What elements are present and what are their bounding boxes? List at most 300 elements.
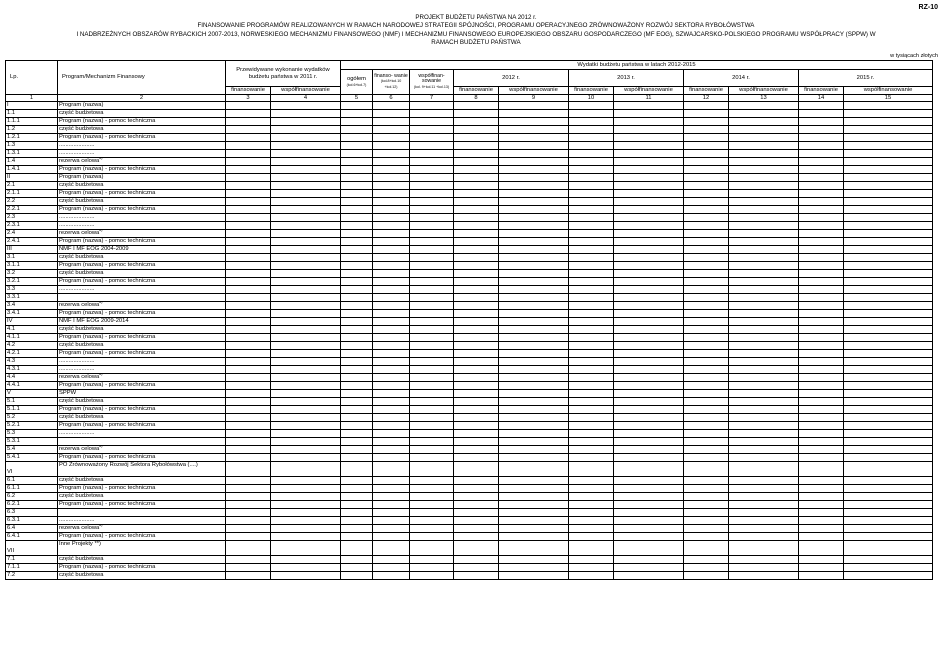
value-cell[interactable] [684,238,729,246]
value-cell[interactable] [410,462,454,477]
value-cell[interactable] [271,238,341,246]
value-cell[interactable] [271,342,341,350]
value-cell[interactable] [569,190,614,198]
value-cell[interactable] [729,166,799,174]
value-cell[interactable] [729,358,799,366]
value-cell[interactable] [684,414,729,422]
value-cell[interactable] [799,509,844,517]
value-cell[interactable] [410,477,454,485]
value-cell[interactable] [373,366,410,374]
value-cell[interactable] [226,556,271,564]
value-cell[interactable] [799,302,844,310]
value-cell[interactable] [271,302,341,310]
value-cell[interactable] [799,110,844,118]
value-cell[interactable] [373,118,410,126]
value-cell[interactable] [614,414,684,422]
value-cell[interactable] [341,533,373,541]
value-cell[interactable] [569,294,614,302]
value-cell[interactable] [454,222,499,230]
value-cell[interactable] [729,198,799,206]
value-cell[interactable] [844,462,933,477]
value-cell[interactable] [341,477,373,485]
value-cell[interactable] [454,477,499,485]
value-cell[interactable] [844,182,933,190]
value-cell[interactable] [454,406,499,414]
value-cell[interactable] [410,110,454,118]
value-cell[interactable] [729,485,799,493]
value-cell[interactable] [499,302,569,310]
value-cell[interactable] [410,414,454,422]
value-cell[interactable] [341,350,373,358]
value-cell[interactable] [569,382,614,390]
value-cell[interactable] [373,382,410,390]
value-cell[interactable] [341,110,373,118]
value-cell[interactable] [569,334,614,342]
value-cell[interactable] [271,126,341,134]
value-cell[interactable] [569,572,614,580]
value-cell[interactable] [684,485,729,493]
value-cell[interactable] [729,454,799,462]
value-cell[interactable] [684,406,729,414]
value-cell[interactable] [410,254,454,262]
value-cell[interactable] [271,270,341,278]
value-cell[interactable] [226,110,271,118]
value-cell[interactable] [454,230,499,238]
value-cell[interactable] [844,350,933,358]
value-cell[interactable] [614,102,684,110]
value-cell[interactable] [226,406,271,414]
value-cell[interactable] [684,318,729,326]
value-cell[interactable] [499,126,569,134]
value-cell[interactable] [373,525,410,533]
value-cell[interactable] [569,326,614,334]
value-cell[interactable] [341,398,373,406]
value-cell[interactable] [271,262,341,270]
value-cell[interactable] [499,390,569,398]
value-cell[interactable] [410,517,454,525]
value-cell[interactable] [684,438,729,446]
value-cell[interactable] [729,190,799,198]
value-cell[interactable] [684,134,729,142]
value-cell[interactable] [226,350,271,358]
value-cell[interactable] [799,485,844,493]
value-cell[interactable] [844,422,933,430]
value-cell[interactable] [569,270,614,278]
value-cell[interactable] [799,174,844,182]
value-cell[interactable] [226,302,271,310]
value-cell[interactable] [341,446,373,454]
value-cell[interactable] [799,230,844,238]
value-cell[interactable] [614,318,684,326]
value-cell[interactable] [614,454,684,462]
value-cell[interactable] [569,398,614,406]
value-cell[interactable] [499,294,569,302]
value-cell[interactable] [799,334,844,342]
value-cell[interactable] [569,462,614,477]
value-cell[interactable] [499,342,569,350]
value-cell[interactable] [373,493,410,501]
value-cell[interactable] [614,334,684,342]
value-cell[interactable] [729,517,799,525]
value-cell[interactable] [614,238,684,246]
value-cell[interactable] [341,342,373,350]
value-cell[interactable] [373,110,410,118]
value-cell[interactable] [569,150,614,158]
value-cell[interactable] [499,270,569,278]
value-cell[interactable] [454,318,499,326]
value-cell[interactable] [341,438,373,446]
value-cell[interactable] [844,246,933,254]
value-cell[interactable] [844,326,933,334]
value-cell[interactable] [454,142,499,150]
value-cell[interactable] [499,222,569,230]
value-cell[interactable] [614,366,684,374]
value-cell[interactable] [684,533,729,541]
value-cell[interactable] [799,286,844,294]
value-cell[interactable] [799,310,844,318]
value-cell[interactable] [271,477,341,485]
value-cell[interactable] [569,262,614,270]
value-cell[interactable] [373,262,410,270]
value-cell[interactable] [410,430,454,438]
value-cell[interactable] [799,493,844,501]
value-cell[interactable] [844,454,933,462]
value-cell[interactable] [729,509,799,517]
value-cell[interactable] [729,110,799,118]
value-cell[interactable] [373,150,410,158]
value-cell[interactable] [729,398,799,406]
value-cell[interactable] [729,214,799,222]
value-cell[interactable] [454,166,499,174]
value-cell[interactable] [614,556,684,564]
value-cell[interactable] [729,254,799,262]
value-cell[interactable] [614,230,684,238]
value-cell[interactable] [226,150,271,158]
value-cell[interactable] [226,462,271,477]
value-cell[interactable] [729,533,799,541]
value-cell[interactable] [729,126,799,134]
value-cell[interactable] [454,382,499,390]
value-cell[interactable] [410,525,454,533]
value-cell[interactable] [684,342,729,350]
value-cell[interactable] [844,390,933,398]
value-cell[interactable] [729,206,799,214]
value-cell[interactable] [499,533,569,541]
value-cell[interactable] [373,358,410,366]
value-cell[interactable] [844,358,933,366]
value-cell[interactable] [410,422,454,430]
value-cell[interactable] [844,302,933,310]
value-cell[interactable] [729,572,799,580]
value-cell[interactable] [614,509,684,517]
value-cell[interactable] [684,477,729,485]
value-cell[interactable] [729,446,799,454]
value-cell[interactable] [569,509,614,517]
value-cell[interactable] [341,294,373,302]
value-cell[interactable] [614,572,684,580]
value-cell[interactable] [454,198,499,206]
value-cell[interactable] [341,286,373,294]
value-cell[interactable] [569,318,614,326]
value-cell[interactable] [454,302,499,310]
value-cell[interactable] [569,222,614,230]
value-cell[interactable] [799,278,844,286]
value-cell[interactable] [799,318,844,326]
value-cell[interactable] [271,182,341,190]
value-cell[interactable] [410,454,454,462]
value-cell[interactable] [844,318,933,326]
value-cell[interactable] [844,110,933,118]
value-cell[interactable] [226,366,271,374]
value-cell[interactable] [799,206,844,214]
value-cell[interactable] [684,286,729,294]
value-cell[interactable] [614,350,684,358]
value-cell[interactable] [614,150,684,158]
value-cell[interactable] [271,142,341,150]
value-cell[interactable] [454,190,499,198]
value-cell[interactable] [569,430,614,438]
value-cell[interactable] [844,438,933,446]
value-cell[interactable] [271,533,341,541]
value-cell[interactable] [373,438,410,446]
value-cell[interactable] [569,174,614,182]
value-cell[interactable] [614,374,684,382]
value-cell[interactable] [614,493,684,501]
value-cell[interactable] [614,430,684,438]
value-cell[interactable] [499,406,569,414]
value-cell[interactable] [271,358,341,366]
value-cell[interactable] [454,454,499,462]
value-cell[interactable] [454,438,499,446]
value-cell[interactable] [729,564,799,572]
value-cell[interactable] [271,102,341,110]
value-cell[interactable] [454,446,499,454]
value-cell[interactable] [410,118,454,126]
value-cell[interactable] [799,517,844,525]
value-cell[interactable] [844,294,933,302]
value-cell[interactable] [614,462,684,477]
value-cell[interactable] [499,382,569,390]
value-cell[interactable] [569,102,614,110]
value-cell[interactable] [271,230,341,238]
value-cell[interactable] [684,254,729,262]
value-cell[interactable] [410,246,454,254]
value-cell[interactable] [614,358,684,366]
value-cell[interactable] [341,230,373,238]
value-cell[interactable] [684,454,729,462]
value-cell[interactable] [799,477,844,485]
value-cell[interactable] [844,254,933,262]
value-cell[interactable] [373,302,410,310]
value-cell[interactable] [499,246,569,254]
value-cell[interactable] [844,493,933,501]
value-cell[interactable] [684,564,729,572]
value-cell[interactable] [614,198,684,206]
value-cell[interactable] [684,326,729,334]
value-cell[interactable] [684,302,729,310]
value-cell[interactable] [569,533,614,541]
value-cell[interactable] [373,286,410,294]
value-cell[interactable] [454,310,499,318]
value-cell[interactable] [799,525,844,533]
value-cell[interactable] [499,278,569,286]
value-cell[interactable] [410,142,454,150]
value-cell[interactable] [373,238,410,246]
value-cell[interactable] [410,564,454,572]
value-cell[interactable] [799,454,844,462]
value-cell[interactable] [799,533,844,541]
value-cell[interactable] [410,230,454,238]
value-cell[interactable] [271,382,341,390]
value-cell[interactable] [684,390,729,398]
value-cell[interactable] [373,414,410,422]
value-cell[interactable] [844,158,933,166]
value-cell[interactable] [373,454,410,462]
value-cell[interactable] [271,390,341,398]
value-cell[interactable] [844,198,933,206]
value-cell[interactable] [844,477,933,485]
value-cell[interactable] [569,182,614,190]
value-cell[interactable] [454,374,499,382]
value-cell[interactable] [844,150,933,158]
value-cell[interactable] [373,462,410,477]
value-cell[interactable] [499,286,569,294]
value-cell[interactable] [569,414,614,422]
value-cell[interactable] [614,134,684,142]
value-cell[interactable] [729,230,799,238]
value-cell[interactable] [226,142,271,150]
value-cell[interactable] [569,166,614,174]
value-cell[interactable] [226,294,271,302]
value-cell[interactable] [454,358,499,366]
value-cell[interactable] [729,158,799,166]
value-cell[interactable] [684,556,729,564]
value-cell[interactable] [373,350,410,358]
value-cell[interactable] [226,326,271,334]
value-cell[interactable] [569,214,614,222]
value-cell[interactable] [729,150,799,158]
value-cell[interactable] [614,517,684,525]
value-cell[interactable] [614,262,684,270]
value-cell[interactable] [226,318,271,326]
value-cell[interactable] [373,398,410,406]
value-cell[interactable] [569,477,614,485]
value-cell[interactable] [373,564,410,572]
value-cell[interactable] [844,517,933,525]
value-cell[interactable] [844,414,933,422]
value-cell[interactable] [410,150,454,158]
value-cell[interactable] [614,422,684,430]
value-cell[interactable] [684,118,729,126]
value-cell[interactable] [373,206,410,214]
value-cell[interactable] [373,406,410,414]
value-cell[interactable] [341,326,373,334]
value-cell[interactable] [729,382,799,390]
value-cell[interactable] [799,326,844,334]
value-cell[interactable] [341,270,373,278]
value-cell[interactable] [499,414,569,422]
value-cell[interactable] [569,118,614,126]
value-cell[interactable] [373,430,410,438]
value-cell[interactable] [684,142,729,150]
value-cell[interactable] [799,462,844,477]
value-cell[interactable] [454,398,499,406]
value-cell[interactable] [844,230,933,238]
value-cell[interactable] [614,110,684,118]
value-cell[interactable] [844,174,933,182]
value-cell[interactable] [799,430,844,438]
value-cell[interactable] [614,142,684,150]
value-cell[interactable] [271,438,341,446]
value-cell[interactable] [614,222,684,230]
value-cell[interactable] [499,110,569,118]
value-cell[interactable] [226,390,271,398]
value-cell[interactable] [226,374,271,382]
value-cell[interactable] [614,278,684,286]
value-cell[interactable] [569,286,614,294]
value-cell[interactable] [271,422,341,430]
value-cell[interactable] [341,182,373,190]
value-cell[interactable] [614,302,684,310]
value-cell[interactable] [341,262,373,270]
value-cell[interactable] [271,525,341,533]
value-cell[interactable] [341,238,373,246]
value-cell[interactable] [454,422,499,430]
value-cell[interactable] [226,214,271,222]
value-cell[interactable] [569,406,614,414]
value-cell[interactable] [499,310,569,318]
value-cell[interactable] [226,158,271,166]
value-cell[interactable] [844,406,933,414]
value-cell[interactable] [684,422,729,430]
value-cell[interactable] [499,158,569,166]
value-cell[interactable] [454,238,499,246]
value-cell[interactable] [844,525,933,533]
value-cell[interactable] [799,572,844,580]
value-cell[interactable] [614,190,684,198]
value-cell[interactable] [226,102,271,110]
value-cell[interactable] [614,118,684,126]
value-cell[interactable] [684,102,729,110]
value-cell[interactable] [373,254,410,262]
value-cell[interactable] [799,366,844,374]
value-cell[interactable] [844,222,933,230]
value-cell[interactable] [410,374,454,382]
value-cell[interactable] [454,509,499,517]
value-cell[interactable] [410,334,454,342]
value-cell[interactable] [341,382,373,390]
value-cell[interactable] [410,406,454,414]
value-cell[interactable] [454,493,499,501]
value-cell[interactable] [799,102,844,110]
value-cell[interactable] [799,190,844,198]
value-cell[interactable] [373,230,410,238]
value-cell[interactable] [499,150,569,158]
value-cell[interactable] [729,310,799,318]
value-cell[interactable] [410,286,454,294]
value-cell[interactable] [341,126,373,134]
value-cell[interactable] [454,102,499,110]
value-cell[interactable] [271,564,341,572]
value-cell[interactable] [844,509,933,517]
value-cell[interactable] [729,278,799,286]
value-cell[interactable] [844,334,933,342]
value-cell[interactable] [341,454,373,462]
value-cell[interactable] [799,382,844,390]
value-cell[interactable] [271,294,341,302]
value-cell[interactable] [271,350,341,358]
value-cell[interactable] [844,501,933,509]
